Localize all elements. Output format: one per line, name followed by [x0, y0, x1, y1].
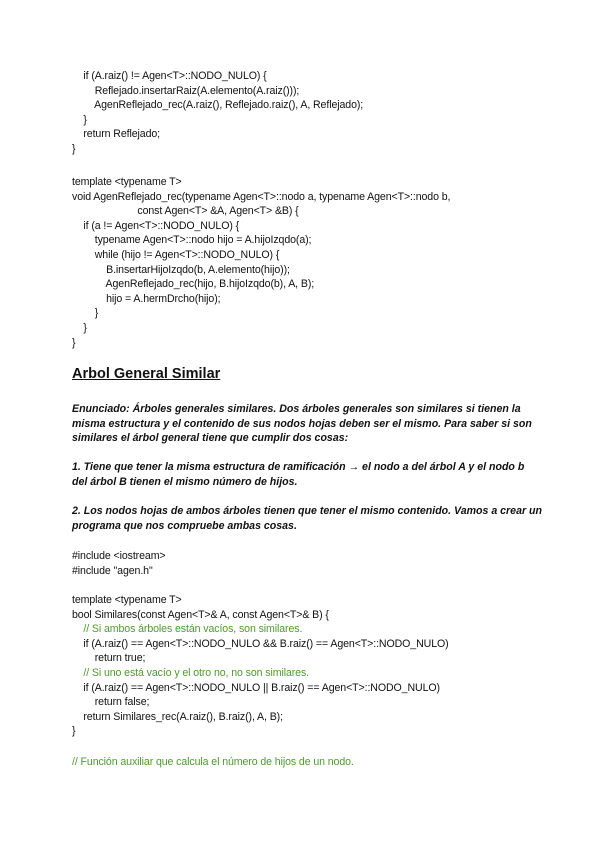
paragraph-point-1: 1. Tiene que tener la misma estructura de ramificación → el nodo a del árbol A y el nodo b del árbol B tienen el mismo número de hijos.: [72, 461, 525, 488]
code-line: }: [72, 725, 76, 738]
code-line: #include "agen.h": [72, 564, 153, 577]
paragraph-enunciado: Enunciado: Árboles generales similares. Dos árboles generales son similares si tienen la misma estructura y el contenido de sus nodos hojas deben ser el mismo. Para saber si son similares el árbol general tiene que cumplir dos cosas:: [72, 403, 532, 445]
code-line: const Agen<T> &A, Agen<T> &B) {: [72, 205, 299, 218]
code-line: if (A.raiz() != Agen<T>::NODO_NULO) {: [72, 70, 267, 82]
code-comment-line: // Si uno está vacío y el otro no, no son similares.: [72, 666, 309, 679]
code-line: Reflejado.insertarRaiz(A.elemento(A.raiz()));: [72, 84, 300, 97]
code-line: B.insertarHijoIzqdo(b, A.elemento(hijo));: [72, 263, 290, 276]
code-line: while (hijo != Agen<T>::NODO_NULO) {: [72, 248, 280, 261]
code-line: return Similares_rec(A.raiz(), B.raiz(), A, B);: [72, 710, 283, 723]
code-comment-line: // Función auxiliar que calcula el número de hijos de un nodo.: [72, 756, 354, 768]
code-line: if (A.raiz() == Agen<T>::NODO_NULO || B.raiz() == Agen<T>::NODO_NULO): [72, 681, 440, 694]
code-line: }: [72, 321, 87, 334]
code-line: }: [72, 113, 87, 126]
code-line: if (a != Agen<T>::NODO_NULO) {: [72, 219, 240, 232]
code-block-similares: [72, 593, 449, 739]
code-line: template <typename T>: [72, 176, 182, 188]
paragraph-point-2: 2. Los nodos hojas de ambos árboles tienen que tener el mismo contenido. Vamos a crear un programa que nos compruebe ambas cosas.: [72, 505, 542, 532]
code-line: if (A.raiz() == Agen<T>::NODO_NULO && B.raiz() == Agen<T>::NODO_NULO): [72, 637, 449, 650]
code-line: return Reflejado;: [72, 128, 160, 141]
code-line: AgenReflejado_rec(A.raiz(), Reflejado.raiz(), A, Reflejado);: [72, 99, 364, 112]
code-line: void AgenReflejado_rec(typename Agen<T>::nodo a, typename Agen<T>::nodo b,: [72, 190, 451, 203]
code-block-reflejado-end: [72, 69, 363, 157]
section-title: Arbol General Similar: [72, 366, 221, 382]
code-line: return true;: [72, 652, 146, 665]
code-line: bool Similares(const Agen<T>& A, const Agen<T>& B) {: [72, 608, 329, 621]
code-line: AgenReflejado_rec(hijo, B.hijoIzqdo(b), A, B);: [72, 278, 315, 291]
code-line: }: [72, 336, 76, 349]
code-line: typename Agen<T>::nodo hijo = A.hijoIzqdo(a);: [72, 234, 312, 247]
code-line: hijo = A.hermDrcho(hijo);: [72, 292, 221, 305]
code-block-reflejado-rec: [72, 175, 450, 350]
code-line: #include <iostream>: [72, 550, 166, 562]
code-block-aux-comment: [72, 755, 354, 770]
code-block-includes: [72, 549, 166, 578]
code-line: }: [72, 307, 99, 320]
code-comment-line: // Si ambos árboles están vacíos, son similares.: [72, 623, 303, 636]
code-line: return false;: [72, 696, 150, 709]
code-line: template <typename T>: [72, 594, 182, 606]
code-line: }: [72, 142, 76, 155]
